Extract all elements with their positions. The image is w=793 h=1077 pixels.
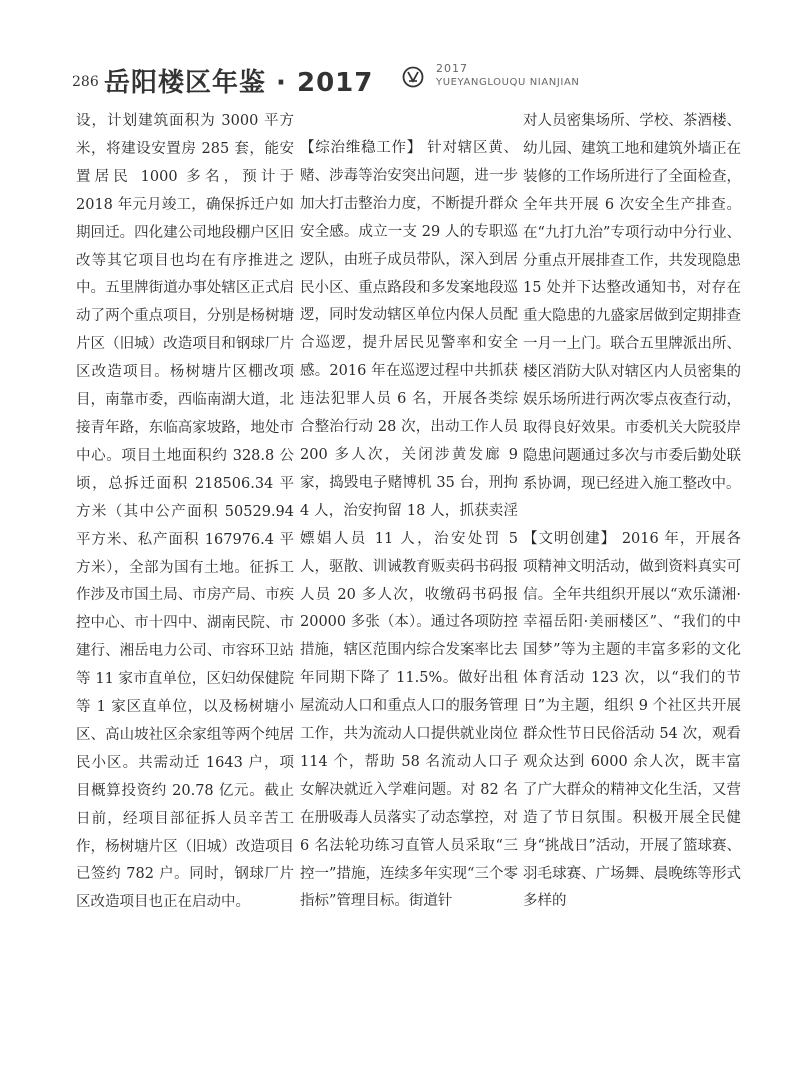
book-title: 岳阳楼区年鉴 · 2017 (104, 68, 374, 98)
header-year: 2017 (436, 62, 468, 75)
column-spacer (300, 108, 518, 135)
column-3 (523, 108, 741, 916)
column-spacer (523, 499, 741, 526)
body-paragraph (300, 135, 518, 916)
column-2 (300, 108, 518, 916)
column-1 (76, 108, 294, 917)
yearbook-logo-icon (402, 66, 424, 88)
body-paragraph: 对人员密集场所、学校、茶酒楼、幼儿园、建筑工地和建筑外墙正在装修的工作场所进行了全面检查，全年共开展 6 次安全生产排查。在“九打九治”专项行动中分行业、分重点开展排查工作，共发现隐患 15 处并下达整改通知书，对存在重大隐患的九盛家居做到定期排查一月一上门。联合五里牌派出所、楼区消防大队对辖区内人员密集的娱乐场所进行两次零点夜查行动，取得良好效果。市委机关大院驳岸隐患问题通过多次与市委后勤处联系协调，现已经进入施工整改中。 (523, 113, 741, 492)
page-number: 286 (72, 74, 99, 90)
body-paragraph: 设，计划建筑面积为 3000 平方米，将建设安置房 285 套，能安置居民 1000 多名，预计于 2018 年元月竣工，确保拆迁户如期回迁。四化建公司地段棚户区旧改等其它项目也均在有序推进之中。五里牌街道办事处辖区正式启动了两个重点项目，分别是杨树塘片区（旧城）改造项目和钢球厂片区改造项目。杨树塘片区棚改项目，南靠市委，西临南湖大道，北接青年路，东临高家坡路，地处市中心。项目土地面积约 328.8 公顷，总拆迁面积 218506.34 平方米（其中公产面积 50529.94 平方米、私产面积 167976.4 平方米），全部为国有土地。征拆工作涉及市国土局、市房产局、市疾控中心、市十四中、湖南民院、市建行、湘岳电力公司、市容环卫站等 11 家市直单位，区妇幼保健院等 1 家区直单位，以及杨树塘小区、高山坡社区余家组等两个纯居民小区。共需动迁 1643 户，项目概算投资约 20.78 亿元。截止日前，经项目部征拆人员辛苦工作，杨树塘片区（旧城）改造项目已签约 782 户。同时，钢球厂片区改造项目也正在启动中。 (76, 113, 294, 911)
section-text-security: 针对辖区黄、赌、涉毒等治安突出问题，进一步加大打击整治力度，不断提升群众安全感。成立一支 29 人的专职巡逻队，由班子成员带队，深入到居民小区、重点路段和多发案地段巡逻，同时发动辖区单位内保人员配合巡逻，提升居民见警率和安全感。2016 年在巡逻过程中共抓获违法犯罪人员 6 名，开展各类综合整治行动 28 次，出动工作人员 200 多人次，关闭涉黄发廊 9 家，捣毁电子赌博机 35 台，刑拘 4 人，治安拘留 18 人，抓获卖淫嫖娼人员 11 人，治安处罚 5 人，驱散、训诫教育贩卖码书码报人员 20 多人次，收缴码书码报 20000 多张（本）。通过各项防控措施，辖区范围内综合发案率比去年同期下降了 11.5%。做好出租屋流动人口和重点人口的服务管理工作，共为流动人口提供就业岗位 114 个，帮助 58 名流动人口子女解决就近入学难问题。对 82 名在册吸毒人员落实了动态掌控，对 6 名法轮功练习直管人员采取“三控一”措施，连续多年实现“三个零指标”管理目标。街道针 (300, 140, 519, 910)
header-english-title: YUEYANGLOUQU NIANJIAN (436, 77, 580, 88)
body-paragraph (523, 526, 741, 917)
page-header (72, 60, 732, 100)
header-subtitle (436, 62, 580, 88)
section-heading-security: 【综治维稳工作】 (300, 140, 422, 156)
section-text-civilization: 2016 年，开展各项精神文明活动，做到资料真实可信。全年共组织开展以“欢乐潇湘·幸福岳阳·美丽楼区”、“我们的中国梦”等为主题的丰富多彩的文化体育活动 123 次，以“我们的节日”为主题，组织 9 个社区共开展群众性节日民俗活动 54 次，观看观众达到 6000 余人次，既丰富了广大群众的精神文化生活，又营造了节日氛围。积极开展全民健身“挑战日”活动，开展了篮球赛、羽毛球赛、广场舞、晨晚练等形式多样的 (523, 530, 741, 910)
section-heading-civilization: 【文明创建】 (523, 530, 617, 547)
